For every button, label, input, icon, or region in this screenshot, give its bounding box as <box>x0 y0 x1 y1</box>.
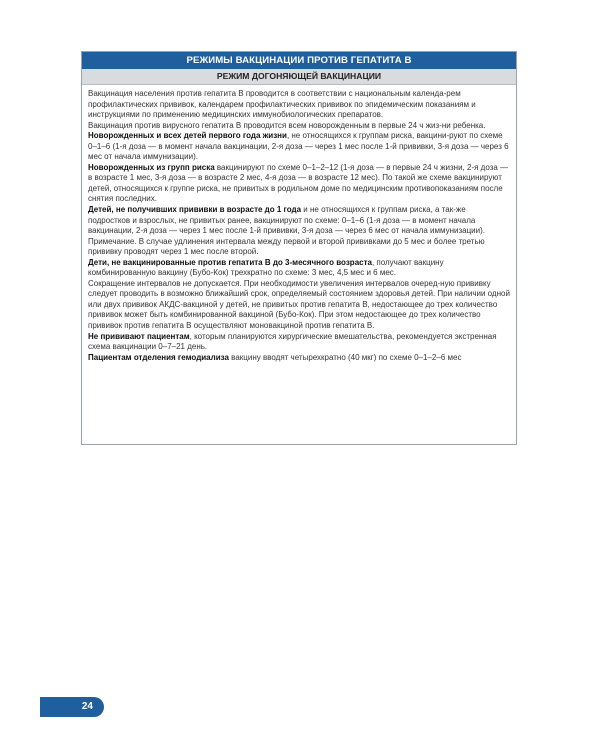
term-under-3-months: Дети, не вакцинированные против гепатита В до 3-месячного возраста <box>88 257 372 267</box>
paragraph-note: Примечание. В случае удлинения интервала между первой и второй прививками до 5 мес и более третью прививку проводят через 1 мес после второй. <box>88 236 485 257</box>
paragraph-first-year: Новорожденных и всех детей первого года жизни, не относящихся к группам риска, вакцини-руют по схеме 0–1–6 (1-я доза — в момент начала вакцинации, 2-я доза — через 1 мес после 1-й прививки, 3-я доза — через 6 мес от начала иммунизации). <box>88 131 509 162</box>
page-number: 24 <box>40 697 104 717</box>
paragraph-risk-groups: Новорожденных из групп риска вакцинируют по схеме 0–1–2–12 (1-я доза — в первые 24 ч жизни, 2-я доза — в возрасте 1 мес, 3-я доза — в возрасте 2 мес, 4-я доза — в возрасте 12 мес). По такой же схеме вакцинируют детей, относящихся к группе риска, не привитых в родильном доме по медицинским противопоказаниям после снятия последних. <box>88 162 509 204</box>
box-content <box>82 85 516 363</box>
paragraph-intervals: Сокращение интервалов не допускается. При необходимости увеличения интервалов очеред-ную прививку следует проводить в возможно ближайший срок, определяемый состоянием здоровья детей. При наличии одной или двух прививок АКДС-вакциной у детей, не привитых против гепатита В, недостающее до трех количество прививок может быть комбинированной вакциной (Бубо-Кок). При этом недостающее до трех количество прививок против гепатита В осуществляют моновакциной против гепатита В. <box>88 278 510 331</box>
box-subtitle: РЕЖИМ ДОГОНЯЮЩЕЙ ВАКЦИНАЦИИ <box>82 69 516 85</box>
paragraph-under-3-months: Дети, не вакцинированные против гепатита В до 3-месячного возраста, получают вакцину комбинированную вакцину (Бубо-Кок) трехкратно по схеме: 3 мес, 4,5 мес и 6 мес. <box>88 257 444 278</box>
term-unvaccinated-under-1: Детей, не получивших прививки в возрасте до 1 года <box>88 205 302 215</box>
paragraph-hemodialysis: Пациентам отделения гемодиализа вакцину вводят четырехкратно (40 мкг) по схеме 0–1–2–6 мес <box>88 352 462 362</box>
paragraph-intro: Вакцинация населения против гепатита В проводится в соответствии с национальным календа-рем профилактических прививок, календарем профилактических прививок по эпидемическим показаниям и инструкциями по применению медицинских иммунобиологических препаратов. <box>88 89 476 120</box>
paragraph-newborns-24h: Вакцинация против вирусного гепатита В проводится всем новорожденным в первые 24 ч жиз-ни ребенка. <box>88 120 486 130</box>
vaccination-regimen-box <box>81 51 517 445</box>
term-first-year: Новорожденных и всех детей первого года жизни <box>88 131 287 141</box>
term-hemodialysis: Пациентам отделения гемодиализа <box>88 352 229 362</box>
paragraph-surgical-patients: Не прививают пациентам, которым планируются хирургические вмешательства, рекомендуется экстренная схема вакцинации 0–7–21 день. <box>88 331 497 352</box>
box-title: РЕЖИМЫ ВАКЦИНАЦИИ ПРОТИВ ГЕПАТИТА В <box>82 52 516 69</box>
term-risk-groups: Новорожденных из групп риска <box>88 162 215 172</box>
term-surgical-patients: Не прививают пациентам <box>88 331 190 341</box>
paragraph-unvaccinated-under-1: Детей, не получивших прививки в возрасте до 1 года и не относящихся к группам риска, а так-же подростков и взрослых, не привитых ранее, вакцинируют по схеме: 0–1–6 (1-я доза — в момент начала вакцинации, 2-я доза — через 1 мес после 1-й прививки, 3-я доза — через 6 мес от начала иммунизации). <box>88 205 485 236</box>
